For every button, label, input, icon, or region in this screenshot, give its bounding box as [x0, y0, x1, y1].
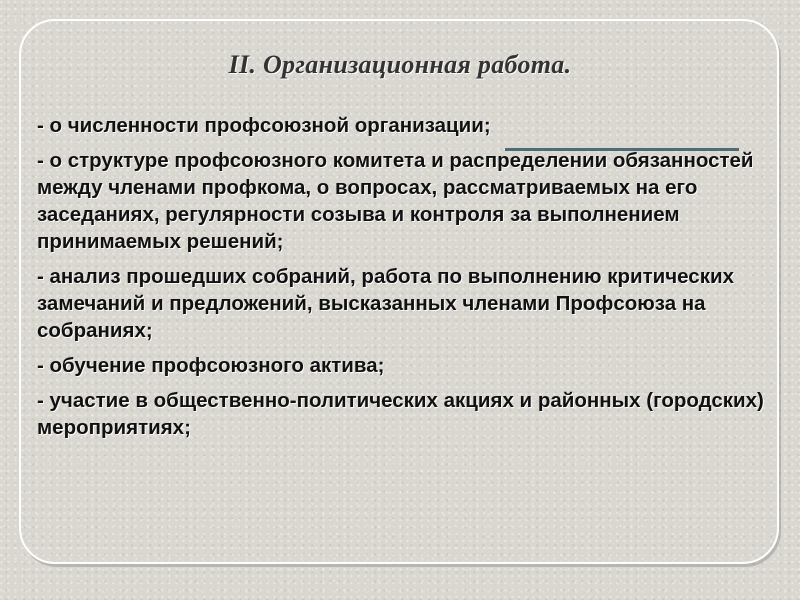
list-item-public-events: - участие в общественно-политических акциях и районных (городских) мероприятиях;	[37, 389, 764, 439]
slide-title: II. Организационная работа.	[228, 50, 572, 79]
list-item-activist-training: - обучение профсоюзного актива;	[37, 354, 385, 377]
list-item-committee-structure: - о структуре профсоюзного комитета и распределении обязанностей между членами профкома, о вопросах, рассматриваемых на его заседаниях, регулярности созыва и контроля за выполнением принимаемых решений;	[37, 149, 754, 253]
list-item-meetings-analysis: - анализ прошедших собраний, работа по выполнению критических замечаний и предложений, высказанных членами Профсоюза на собраниях;	[37, 265, 734, 342]
content-list	[37, 112, 767, 449]
list-item-members-count: - о численности профсоюзной организации;	[37, 114, 491, 137]
